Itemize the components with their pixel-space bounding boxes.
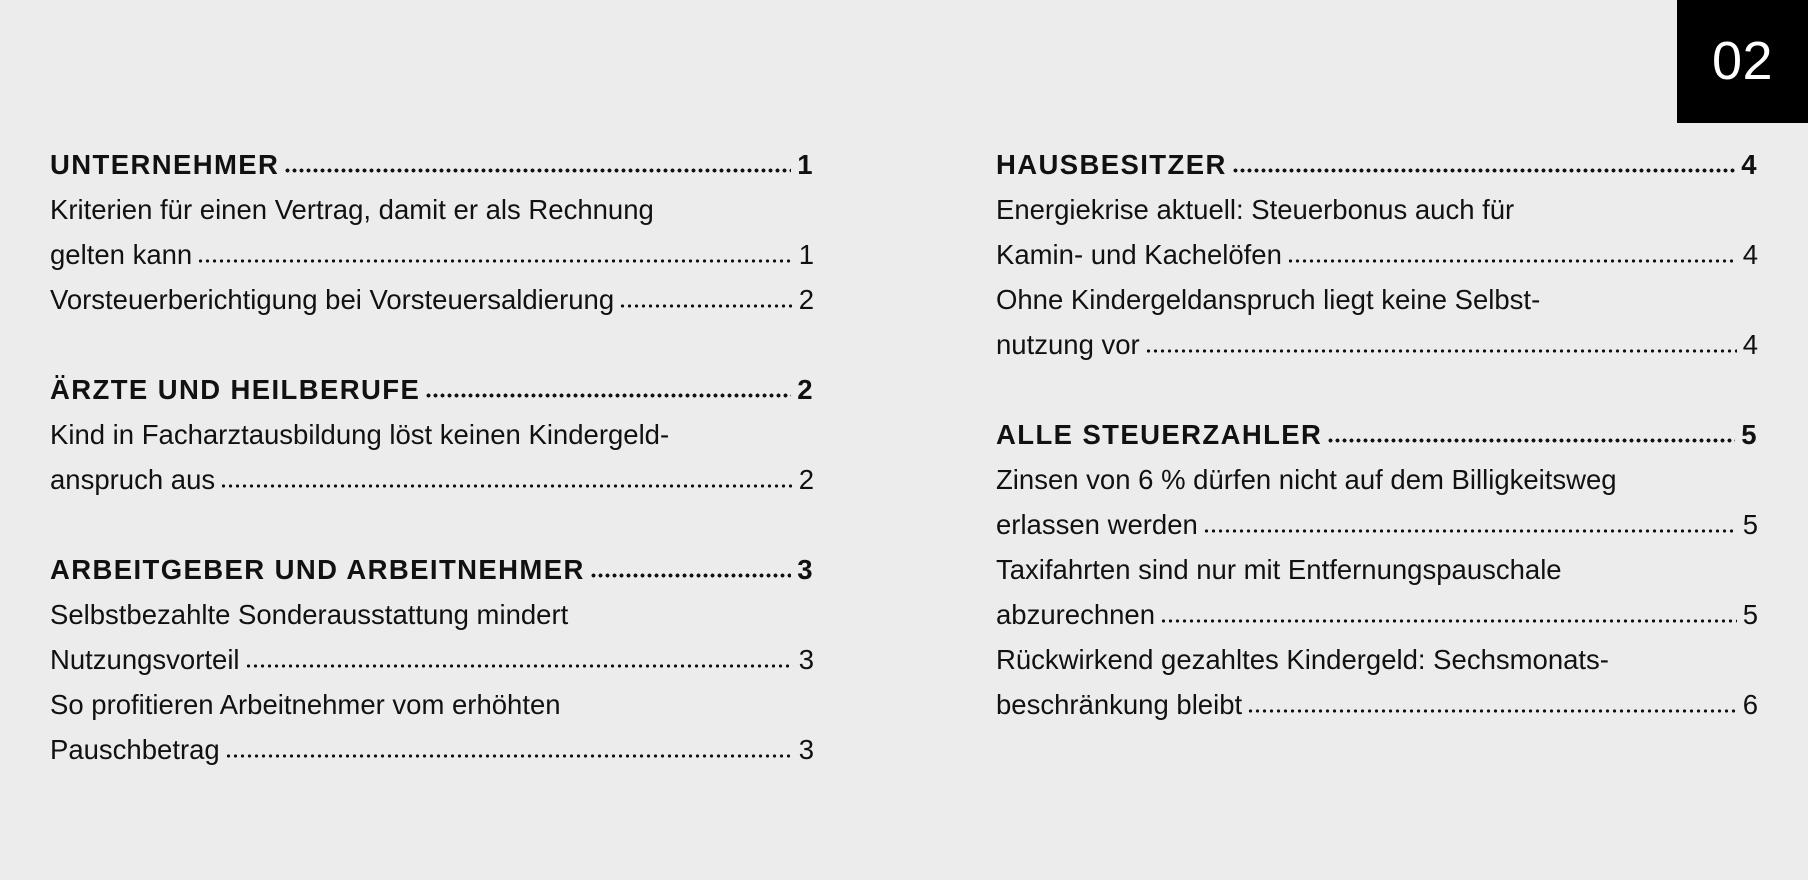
dot-leader (1327, 438, 1735, 443)
section-page-number: 2 (797, 374, 814, 405)
entry-page-number: 2 (798, 464, 814, 495)
entry-line (50, 277, 814, 322)
toc-entry (50, 682, 814, 772)
entry-text: Taxifahrten sind nur mit Entfernungspauschale (996, 554, 1562, 585)
entry-line (50, 592, 814, 637)
section-heading (50, 547, 814, 592)
entry-line (50, 187, 814, 232)
entry-text: So profitieren Arbeitnehmer vom erhöhten (50, 689, 561, 720)
toc-entry (996, 187, 1758, 277)
entry-page-number: 4 (1742, 329, 1758, 360)
entry-text: Zinsen von 6 % dürfen nicht auf dem Billigkeitsweg (996, 464, 1617, 495)
toc-entry (996, 637, 1758, 727)
entry-page-number: 1 (798, 239, 814, 270)
dot-leader (619, 304, 793, 308)
toc-section (996, 412, 1758, 727)
entry-text: Rückwirkend gezahltes Kindergeld: Sechsmonats- (996, 644, 1609, 675)
toc-section (50, 547, 814, 772)
section-title: ALLE STEUERZAHLER (996, 419, 1323, 450)
toc-entry (996, 457, 1758, 547)
section-page-number: 3 (797, 554, 814, 585)
toc-section (50, 142, 814, 322)
dot-leader (245, 664, 793, 668)
entry-page-number: 5 (1742, 599, 1758, 630)
entry-line (996, 547, 1758, 592)
entry-text: Pauschbetrag (50, 734, 220, 765)
entry-line (50, 412, 814, 457)
entry-text: Nutzungsvorteil (50, 644, 240, 675)
dot-leader (1287, 259, 1737, 263)
entry-text: erlassen werden (996, 509, 1198, 540)
section-page-number: 5 (1741, 419, 1758, 450)
entry-line (50, 637, 814, 682)
toc-entry (50, 592, 814, 682)
entry-text: Vorsteuerberichtigung bei Vorsteuersaldierung (50, 284, 615, 315)
dot-leader (425, 393, 791, 398)
dot-leader (1232, 168, 1736, 173)
dot-leader (225, 754, 793, 758)
dot-leader (1247, 709, 1737, 713)
entry-text: Selbstbezahlte Sonderausstattung mindert (50, 599, 569, 630)
section-heading (996, 142, 1758, 187)
entry-text: beschränkung bleibt (996, 689, 1243, 720)
entry-page-number: 4 (1742, 239, 1758, 270)
dot-leader (1203, 529, 1737, 533)
toc-entry (996, 547, 1758, 637)
section-title: ARBEITGEBER UND ARBEITNEHMER (50, 554, 585, 585)
section-heading (50, 367, 814, 412)
entry-line (996, 592, 1758, 637)
toc-section (50, 367, 814, 502)
section-heading (50, 142, 814, 187)
toc-column-right (996, 142, 1758, 727)
toc-entry (50, 277, 814, 322)
section-title: ÄRZTE UND HEILBERUFE (50, 374, 421, 405)
dot-leader (1145, 349, 1737, 353)
dot-leader (1160, 619, 1737, 623)
toc-entry (996, 277, 1758, 367)
entry-line (996, 637, 1758, 682)
dot-leader (220, 484, 793, 488)
entry-page-number: 5 (1742, 509, 1758, 540)
dot-leader (197, 259, 793, 263)
section-title: HAUSBESITZER (996, 149, 1227, 180)
entry-text: Ohne Kindergeldanspruch liegt keine Selbst- (996, 284, 1541, 315)
entry-text: Energiekrise aktuell: Steuerbonus auch für (996, 194, 1515, 225)
entry-text: Kamin- und Kachelöfen (996, 239, 1282, 270)
toc-section (996, 142, 1758, 367)
section-title: UNTERNEHMER (50, 149, 280, 180)
section-heading (996, 412, 1758, 457)
dot-leader (590, 573, 792, 578)
entry-line (50, 682, 814, 727)
toc-entry (50, 412, 814, 502)
toc-column-left (50, 142, 814, 772)
entry-text: nutzung vor (996, 329, 1140, 360)
entry-text: abzurechnen (996, 599, 1156, 630)
entry-line (996, 457, 1758, 502)
entry-text: anspruch aus (50, 464, 216, 495)
entry-line (996, 232, 1758, 277)
entry-page-number: 2 (798, 284, 814, 315)
entry-line (996, 277, 1758, 322)
entry-line (996, 322, 1758, 367)
entry-line (50, 457, 814, 502)
entry-text: Kriterien für einen Vertrag, damit er als Rechnung (50, 194, 654, 225)
entry-page-number: 3 (798, 644, 814, 675)
section-page-number: 4 (1741, 149, 1758, 180)
entry-text: Kind in Facharztausbildung löst keinen Kindergeld- (50, 419, 670, 450)
toc-entry (50, 187, 814, 277)
entry-line (996, 502, 1758, 547)
page-number-badge: 02 (1677, 0, 1808, 123)
entry-page-number: 3 (798, 734, 814, 765)
entry-line (50, 727, 814, 772)
entry-page-number: 6 (1742, 689, 1758, 720)
entry-text: gelten kann (50, 239, 193, 270)
dot-leader (284, 168, 791, 173)
entry-line (996, 187, 1758, 232)
section-page-number: 1 (797, 149, 814, 180)
entry-line (50, 232, 814, 277)
entry-line (996, 682, 1758, 727)
